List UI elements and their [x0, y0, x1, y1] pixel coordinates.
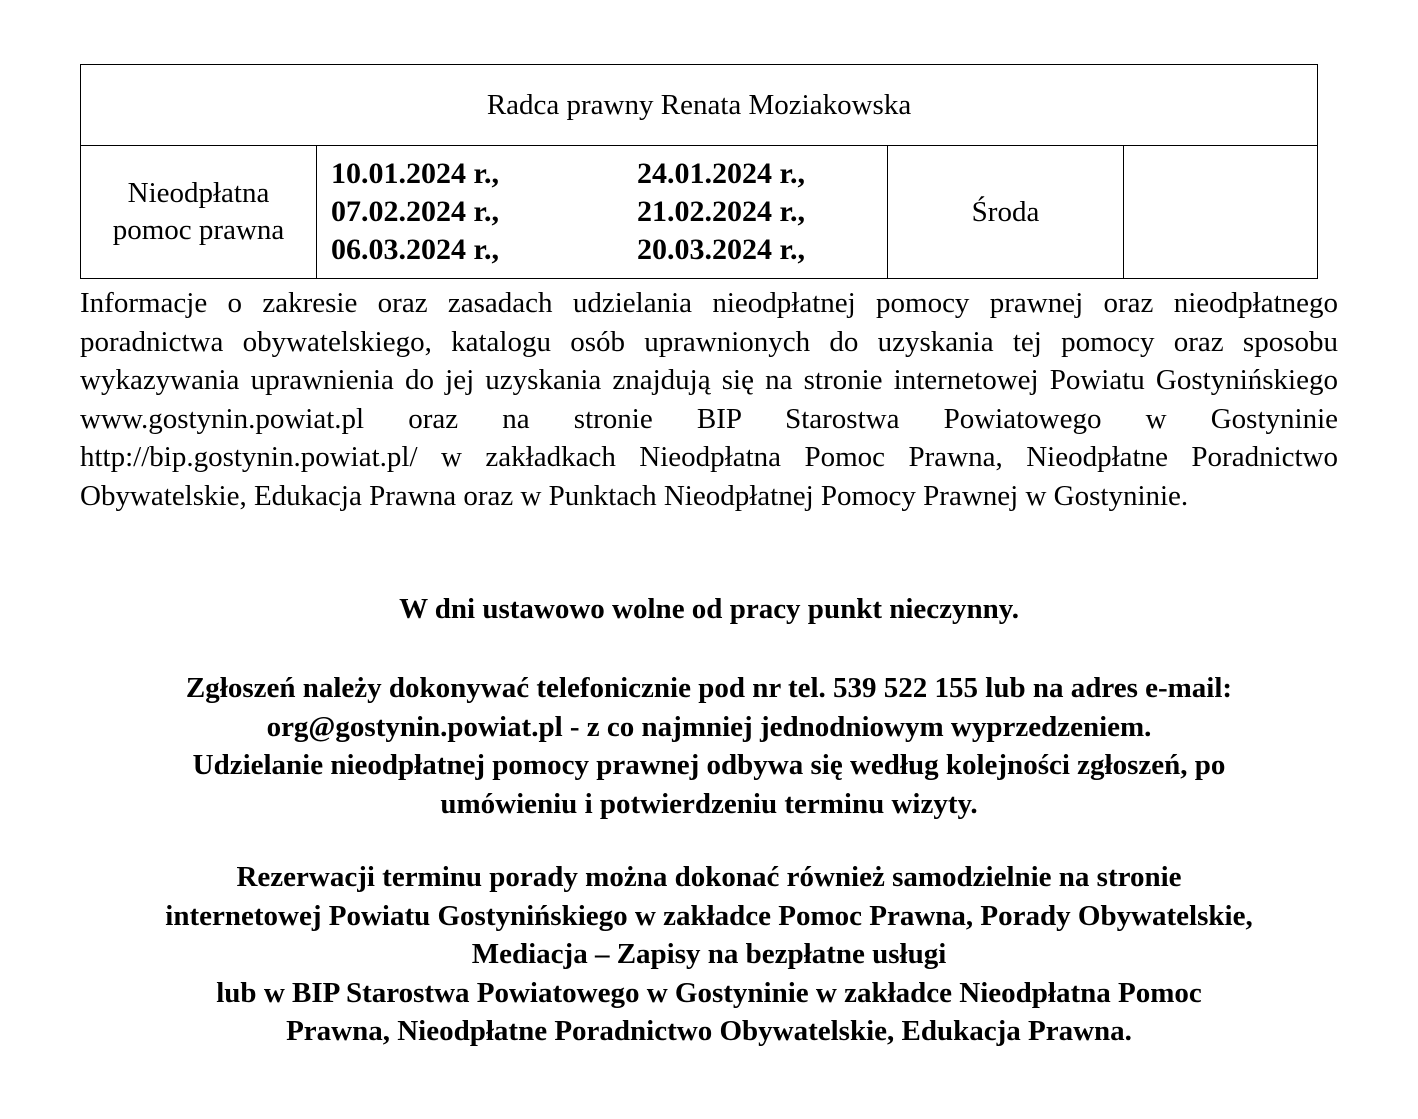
- reservation-notice-line: Prawna, Nieodpłatne Poradnictwo Obywatelskie, Edukacja Prawna.: [286, 1015, 1132, 1047]
- booking-notice-line: org@gostynin.powiat.pl - z co najmniej jednodniowym wyprzedzeniem.: [266, 710, 1152, 743]
- date-item: 20.03.2024 r.,: [637, 233, 806, 266]
- dates-cell: [317, 146, 888, 279]
- service-type-line1: Nieodpłatna: [127, 177, 270, 210]
- hours-cell: [1124, 146, 1318, 279]
- service-type-cell: [81, 146, 317, 279]
- dates-grid: [331, 155, 887, 269]
- schedule-header: Radca prawny Renata Moziakowska: [81, 65, 1318, 146]
- reservation-notice: [80, 858, 1338, 1051]
- schedule-row: [81, 146, 1318, 279]
- booking-notice-line: Zgłoszeń należy dokonywać telefonicznie pod nr tel. 539 522 155 lub na adres e-mail:: [185, 672, 1233, 704]
- booking-notice-line: umówieniu i potwierdzeniu terminu wizyty.: [440, 787, 978, 820]
- weekday-cell: Środa: [888, 146, 1124, 279]
- date-item: 07.02.2024 r.,: [331, 195, 500, 228]
- info-paragraph: Informacje o zakresie oraz zasadach udzielania nieodpłatnej pomocy prawnej oraz nieodpłatnego poradnictwa obywatelskiego, katalogu osób uprawnionych do uzyskania tej pomocy oraz sposobu wykazywania uprawnienia do jej uzyskania znajdują się na stronie internetowej Powiatu Gostynińskiego www.gostynin.powiat.pl oraz na stronie BIP Starostwa Powiatowego w Gostyninie http://bip.gostynin.powiat.pl/ w zakładkach Nieodpłatna Pomoc Prawna, Nieodpłatne Poradnictwo Obywatelskie, Edukacja Prawna oraz w Punktach Nieodpłatnej Pomocy Prawnej w Gostyninie.: [80, 287, 1338, 512]
- schedule-header-row: [81, 65, 1318, 146]
- booking-notice: [80, 669, 1338, 823]
- schedule-table: [80, 64, 1318, 279]
- service-type-line2: pomoc prawna: [112, 214, 285, 246]
- date-item: 21.02.2024 r.,: [637, 195, 806, 228]
- reservation-notice-line: internetowej Powiatu Gostynińskiego w zakładce Pomoc Prawna, Porady Obywatelskie,: [165, 899, 1253, 932]
- reservation-notice-line: lub w BIP Starostwa Powiatowego w Gostyninie w zakładce Nieodpłatna Pomoc: [216, 976, 1202, 1009]
- date-item: 24.01.2024 r.,: [637, 157, 806, 190]
- booking-notice-line: Udzielanie nieodpłatnej pomocy prawnej odbywa się według kolejności zgłoszeń, po: [192, 749, 1226, 781]
- date-item: 06.03.2024 r.,: [331, 233, 500, 266]
- date-item: 10.01.2024 r.,: [331, 157, 500, 190]
- reservation-notice-line: Rezerwacji terminu porady można dokonać również samodzielnie na stronie: [236, 861, 1182, 893]
- reservation-notice-line: Mediacja – Zapisy na bezpłatne usługi: [471, 938, 947, 970]
- closed-notice: W dni ustawowo wolne od pracy punkt nieczynny.: [399, 593, 1019, 625]
